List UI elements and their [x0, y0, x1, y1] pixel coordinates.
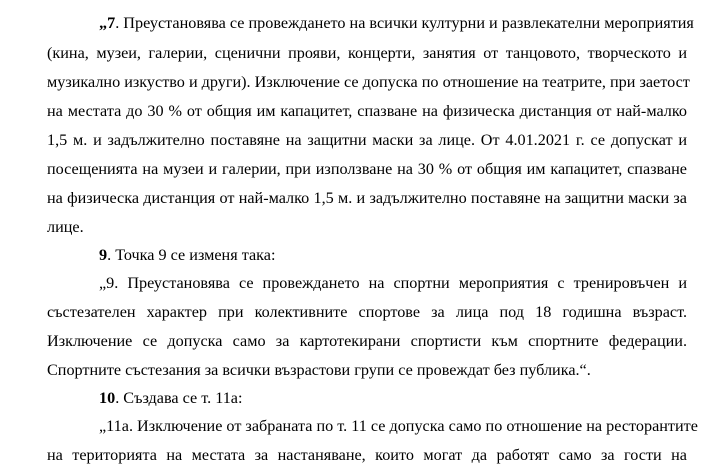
- item7-line-6: посещенията на музеи и галерии, при използване на 30 % от общия им капацитет, спазване: [47, 160, 687, 178]
- item9-line-4: Спортните състезания за всички възрастови групи се провеждат без публика.“.: [47, 361, 591, 379]
- item9-line-3: Изключение се допуска само за картотекирани спортисти към спортните федерации.: [47, 332, 687, 350]
- item7-line-8: лице.: [47, 218, 84, 236]
- item7-line-2: (кина, музеи, галерии, сценични прояви, концерти, занятия от танцовото, творческото и: [47, 44, 687, 62]
- item7-line-1: „7. Преустановява се провеждането на всички културни и развлекателни мероприятия: [99, 14, 694, 32]
- item10-heading: 10. Създава се т. 11а:: [99, 389, 243, 407]
- item10-line-1: „11а. Изключение от забраната по т. 11 се допуска само по отношение на ресторантите: [99, 417, 698, 435]
- item10-line-2: на територията на местата за настаняване, които могат да работят само за гости на: [47, 446, 687, 464]
- item9-line-1: „9. Преустановява се провеждането на спортни мероприятия с тренировъчен и: [99, 274, 687, 292]
- item9-line-2: състезателен характер при колективните спортове за лица под 18 годишна възраст.: [47, 303, 687, 321]
- item9-heading: 9. Точка 9 се изменя така:: [99, 246, 276, 264]
- item7-line-3: музикално изкуство и други). Изключение се допуска по отношение на театрите, при заетост: [47, 73, 690, 91]
- item7-number: „7: [99, 14, 116, 32]
- item7-line-7: на физическа дистанция от най-малко 1,5 м. и задължително поставяне на защитни маски за: [47, 189, 687, 207]
- item7-line-5: 1,5 м. и задължително поставяне на защитни маски за лице. От 4.01.2021 г. се допускат и: [47, 131, 687, 149]
- item7-line-4: на местата до 30 % от общия им капацитет, спазване на физическа дистанция от най-малко: [47, 102, 687, 120]
- item10-number: 10: [99, 389, 116, 407]
- item9-number: 9: [99, 246, 108, 264]
